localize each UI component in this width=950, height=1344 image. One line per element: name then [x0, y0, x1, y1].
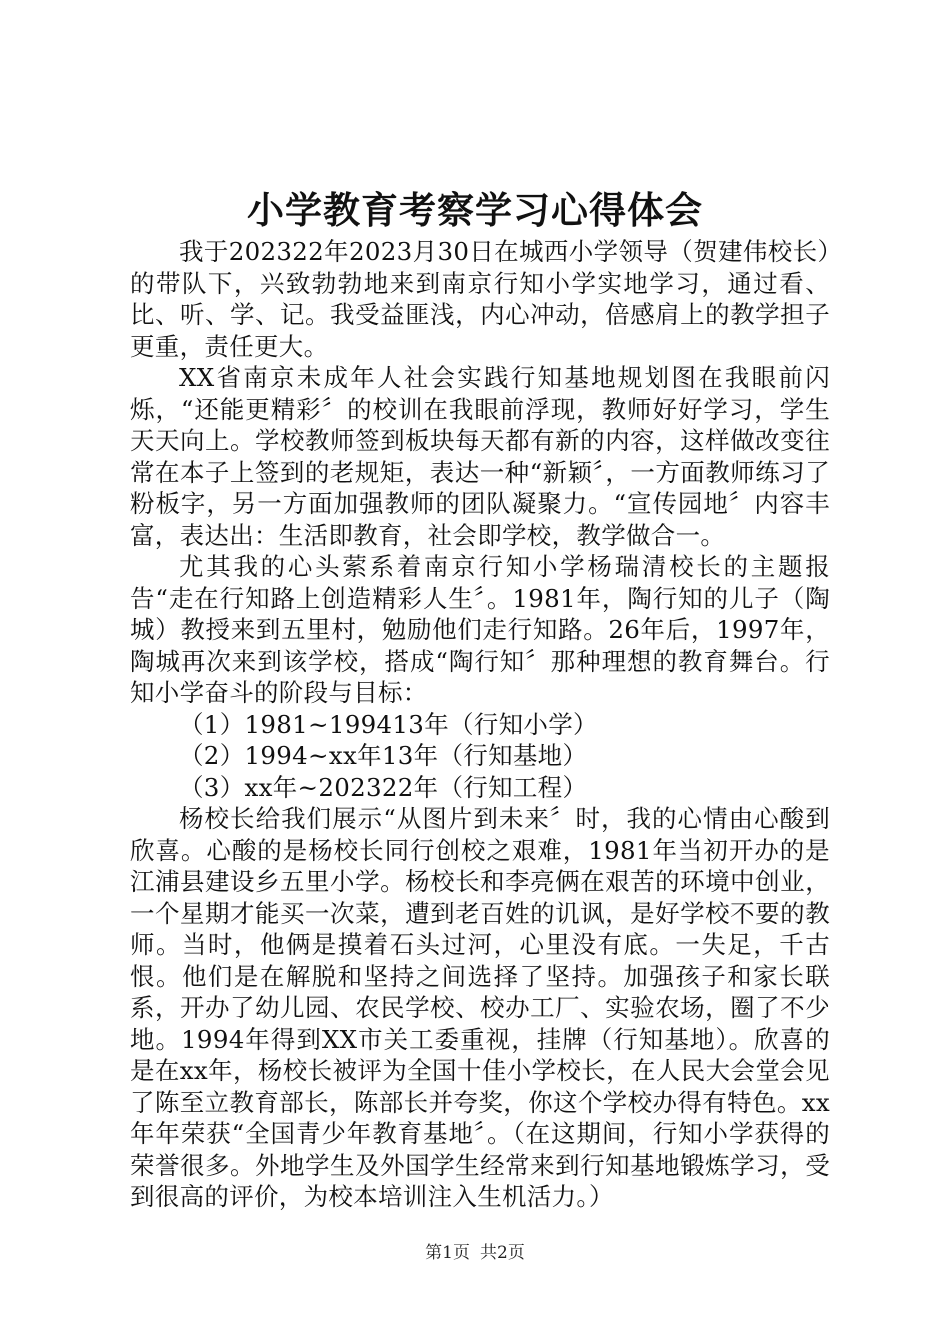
- paragraph-history: 杨校长给我们展示“从图片到未来〞时，我的心情由心酸到欣喜。心酸的是杨校长同行创校之艰难，1981年当初开办的是江浦县建设乡五里小学。杨校长和李亮俩在艰苦的环境中创业，一个星期才能买一次菜，遭到老百姓的讥讽，是好学校不要的教师。当时，他俩是摸着石头过河，心里没有底。一失足，千古恨。他们是在解脱和坚持之间选择了坚持。加强孩子和家长联系，开办了幼儿园、农民学校、校办工厂、实验农场，圈了不少地。1994年得到XX市关工委重视，挂牌（行知基地）。欣喜的是在xx年，杨校长被评为全国十佳小学校长，在人民大会堂会见了陈至立教育部长，陈部长并夸奖，你这个学校办得有特色。xx年年荣获“全国青少年教育基地〞。（在这期间，行知小学获得的荣誉很多。外地学生及外国学生经常来到行知基地锻炼学习，受到很高的评价，为校本培训注入生机活力。）: [130, 804, 830, 1211]
- page-footer: [0, 1242, 950, 1264]
- page-number-total: 共2页: [480, 1243, 525, 1263]
- list-item-stage-3: （3）xx年~202322年（行知工程）: [179, 772, 588, 802]
- document-title: 小学教育考察学习心得体会: [247, 188, 703, 232]
- list-item-stage-1: （1）1981~199413年（行知小学）: [179, 709, 598, 739]
- page-number-current: 第1页: [425, 1243, 470, 1263]
- document-body: [130, 236, 830, 1213]
- list-item-stage-2: （2）1994~xx年13年（行知基地）: [179, 741, 588, 770]
- paragraph-base-plan: XX省南京未成年人社会实践行知基地规划图在我眼前闪烁，“还能更精彩〞的校训在我眼前浮现，教师好好学习，学生天天向上。学校教师签到板块每天都有新的内容，这样做改变往常在本子上签到的老规矩，表达一种“新颖〞，一方面教师练习了粉板字，另一方面加强教师的团队凝聚力。“宣传园地〞内容丰富，表达出：生活即教育，社会即学校，教学做合一。: [130, 363, 830, 550]
- paragraph-intro: 我于202322年2023月30日在城西小学领导（贺建伟校长）的带队下，兴致勃勃地来到南京行知小学实地学习，通过看、比、听、学、记。我受益匪浅，内心冲动，倍感肩上的教学担子更重，责任更大。: [130, 237, 830, 361]
- paragraph-report: 尤其我的心头萦系着南京行知小学杨瑞清校长的主题报告“走在行知路上创造精彩人生〞。1981年，陶行知的儿子（陶城）教授来到五里村，勉励他们走行知路。26年后，1997年，陶城再次来到该学校，搭成“陶行知〞那种理想的教育舞台。行知小学奋斗的阶段与目标：: [130, 552, 830, 707]
